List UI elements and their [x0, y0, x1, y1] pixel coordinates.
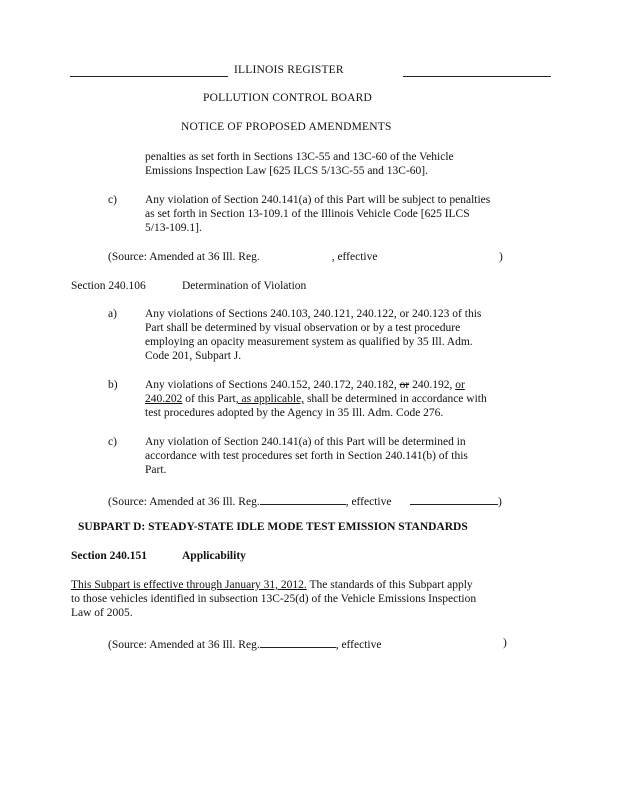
section-106-number: Section 240.106 — [71, 280, 146, 292]
section-151-title: Applicability — [182, 550, 246, 562]
source-3-effective: , effective — [335, 639, 382, 651]
source-1-effective: , effective — [331, 251, 378, 263]
para-b-line-3: test procedures adopted by the Agency in 35 Ill. Adm. Code 276. — [145, 407, 444, 419]
para-c2-line-2: accordance with test procedures set forth in Section 240.141(b) of this — [145, 450, 468, 462]
source-2-close: ) — [410, 493, 502, 509]
para-c2-line-3: Part. — [145, 464, 167, 476]
source-2-effective: , effective — [345, 496, 392, 508]
para-a-line-2: Part shall be determined by visual observation or by a test procedure — [145, 322, 461, 334]
para-a-line-1: Any violations of Sections 240.103, 240.121, 240.122, or 240.123 of this — [145, 308, 482, 320]
struck-text: or — [399, 379, 410, 391]
source-note-3 — [108, 636, 381, 652]
inserted-text: 240.202 — [145, 393, 183, 405]
para-b-line-2: 240.202 of this Part, as applicable, shall be determined in accordance with — [145, 393, 487, 405]
section-151-number: Section 240.151 — [71, 550, 148, 562]
inserted-text: or — [455, 379, 465, 391]
section-106-title: Determination of Violation — [182, 280, 307, 292]
source-2-amended: (Source: Amended at 36 Ill. Reg. — [108, 496, 260, 508]
source-3-close: ) — [503, 637, 507, 649]
source-1-close: ) — [499, 251, 503, 263]
register-title: ILLINOIS REGISTER — [234, 64, 344, 76]
para-a-line-4: Code 201, Subpart J. — [145, 350, 242, 362]
inserted-text: This Subpart is effective through January 31, 2012. — [71, 579, 307, 591]
notice-title: NOTICE OF PROPOSED AMENDMENTS — [181, 121, 392, 133]
para-c1-line-1: Any violation of Section 240.141(a) of this Part will be subject to penalties — [145, 194, 491, 206]
source-3-amended: (Source: Amended at 36 Ill. Reg. — [108, 639, 260, 651]
para-c1-line-2: as set forth in Section 13-109.1 of the Illinois Vehicle Code [625 ILCS — [145, 208, 470, 220]
continuation-line-2: Emissions Inspection Law [625 ILCS 5/13C-55 and 13C-60]. — [145, 165, 429, 177]
source-note-1 — [108, 250, 377, 264]
header-rule-right — [403, 76, 551, 77]
source-1-amended: (Source: Amended at 36 Ill. Reg. — [108, 251, 260, 263]
para-c2-line-1: Any violation of Section 240.141(a) of this Part will be determined in — [145, 436, 466, 448]
subpart-heading: SUBPART D: STEADY-STATE IDLE MODE TEST EMISSION STANDARDS — [78, 521, 468, 533]
inserted-text: , as applicable, — [235, 393, 305, 405]
board-title: POLLUTION CONTROL BOARD — [203, 92, 373, 104]
section-151-line-1: This Subpart is effective through January 31, 2012. The standards of this Subpart apply — [71, 579, 473, 591]
para-a-label: a) — [108, 308, 117, 320]
source-note-2 — [108, 493, 391, 509]
section-151-line-3: Law of 2005. — [71, 607, 133, 619]
para-c1-label: c) — [108, 194, 117, 206]
para-c2-label: c) — [108, 436, 117, 448]
continuation-line-1: penalties as set forth in Sections 13C-55 and 13C-60 of the Vehicle — [145, 151, 454, 163]
para-c1-line-3: 5/13-109.1]. — [145, 222, 202, 234]
para-b-line-1: Any violations of Sections 240.152, 240.172, 240.182, or 240.192, or — [145, 379, 465, 391]
header-rule-left — [70, 76, 228, 77]
para-b-label: b) — [108, 379, 118, 391]
para-a-line-3: employing an opacity measurement system as qualified by 35 Ill. Adm. — [145, 336, 473, 348]
section-151-line-2: to those vehicles identified in subsection 13C-25(d) of the Vehicle Emissions Inspection — [71, 593, 477, 605]
